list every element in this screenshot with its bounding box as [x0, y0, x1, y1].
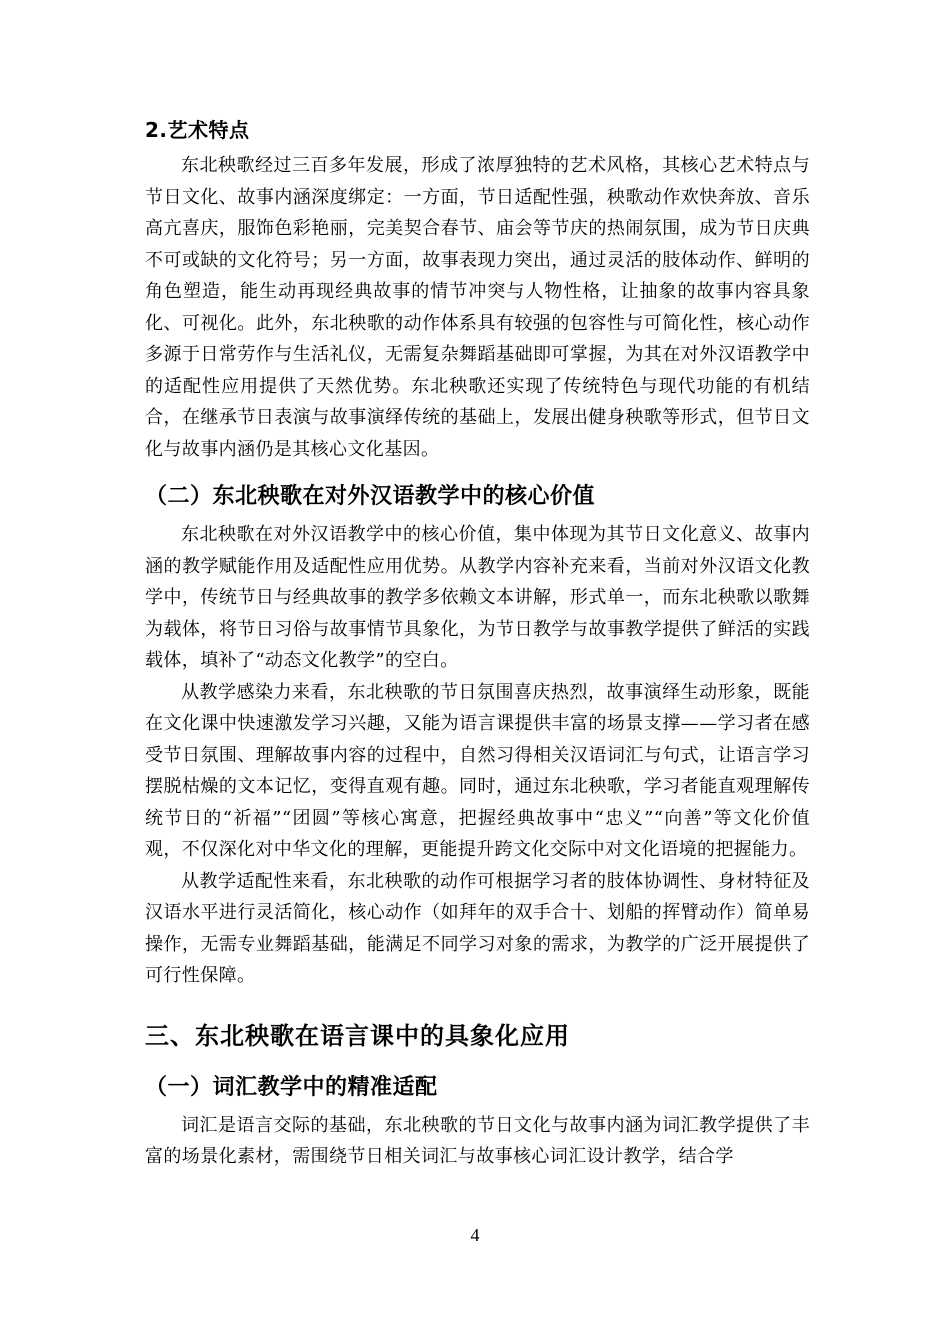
section-heading-core-value: （二）东北秧歌在对外汉语教学中的核心价值: [145, 484, 596, 509]
subheading-art-features: 2.艺术特点: [145, 118, 250, 142]
chapter-heading-language-class: 三、东北秧歌在语言课中的具象化应用: [145, 1021, 570, 1050]
paragraph-art-features: 东北秧歌经过三百多年发展，形成了浓厚独特的艺术风格，其核心艺术特点与节日文化、故事内涵深度绑定：一方面，节日适配性强，秧歌动作欢快奔放、音乐高亢喜庆，服饰色彩艳丽，完美契合春节、庙会等节庆的热闹氛围，成为节日庆典不可或缺的文化符号；另一方面，故事表现力突出，通过灵活的肢体动作、鲜明的角色塑造，能生动再现经典故事的情节冲突与人物性格，让抽象的故事内容具象化、可视化。此外，东北秧歌的动作体系具有较强的包容性与可简化性，核心动作多源于日常劳作与生活礼仪，无需复杂舞蹈基础即可掌握，为其在对外汉语教学中的适配性应用提供了天然优势。东北秧歌还实现了传统特色与现代功能的有机结合，在继承节日表演与故事演绎传统的基础上，发展出健身秧歌等形式，但节日文化与故事内涵仍是其核心文化基因。: [145, 155, 810, 460]
paragraph-core-value-2: 从教学感染力来看，东北秧歌的节日氛围喜庆热烈，故事演绎生动形象，既能在文化课中快速激发学习兴趣，又能为语言课提供丰富的场景支撑——学习者在感受节日氛围、理解故事内容的过程中，自然习得相关汉语词汇与句式，让语言学习摆脱枯燥的文本记忆，变得直观有趣。同时，通过东北秧歌，学习者能直观理解传统节日的“祈福”“团圆”等核心寓意，把握经典故事中“忠义”“向善”等文化价值观，不仅深化对中华文化的理解，更能提升跨文化交际中对文化语境的把握能力。: [145, 681, 810, 860]
page-content: [145, 110, 810, 1173]
paragraph-vocabulary: 词汇是语言交际的基础，东北秧歌的节日文化与故事内涵为词汇教学提供了丰富的场景化素材，需围绕节日相关词汇与故事核心词汇设计教学，结合学: [145, 1114, 810, 1167]
page-number: 4: [470, 1225, 480, 1245]
paragraph-core-value-3: 从教学适配性来看，东北秧歌的动作可根据学习者的肢体协调性、身材特征及汉语水平进行灵活简化，核心动作（如拜年的双手合十、划船的挥臂动作）简单易操作，无需专业舞蹈基础，能满足不同学习对象的需求，为教学的广泛开展提供了可行性保障。: [145, 870, 810, 986]
section-heading-vocabulary: （一）词汇教学中的精准适配: [145, 1074, 438, 1100]
paragraph-core-value-1: 东北秧歌在对外汉语教学中的核心价值，集中体现为其节日文化意义、故事内涵的教学赋能作用及适配性应用优势。从教学内容补充来看，当前对外汉语文化教学中，传统节日与经典故事的教学多依赖文本讲解，形式单一，而东北秧歌以歌舞为载体，将节日习俗与故事情节具象化，为节日教学与故事教学提供了鲜活的实践载体，填补了“动态文化教学”的空白。: [145, 524, 810, 671]
